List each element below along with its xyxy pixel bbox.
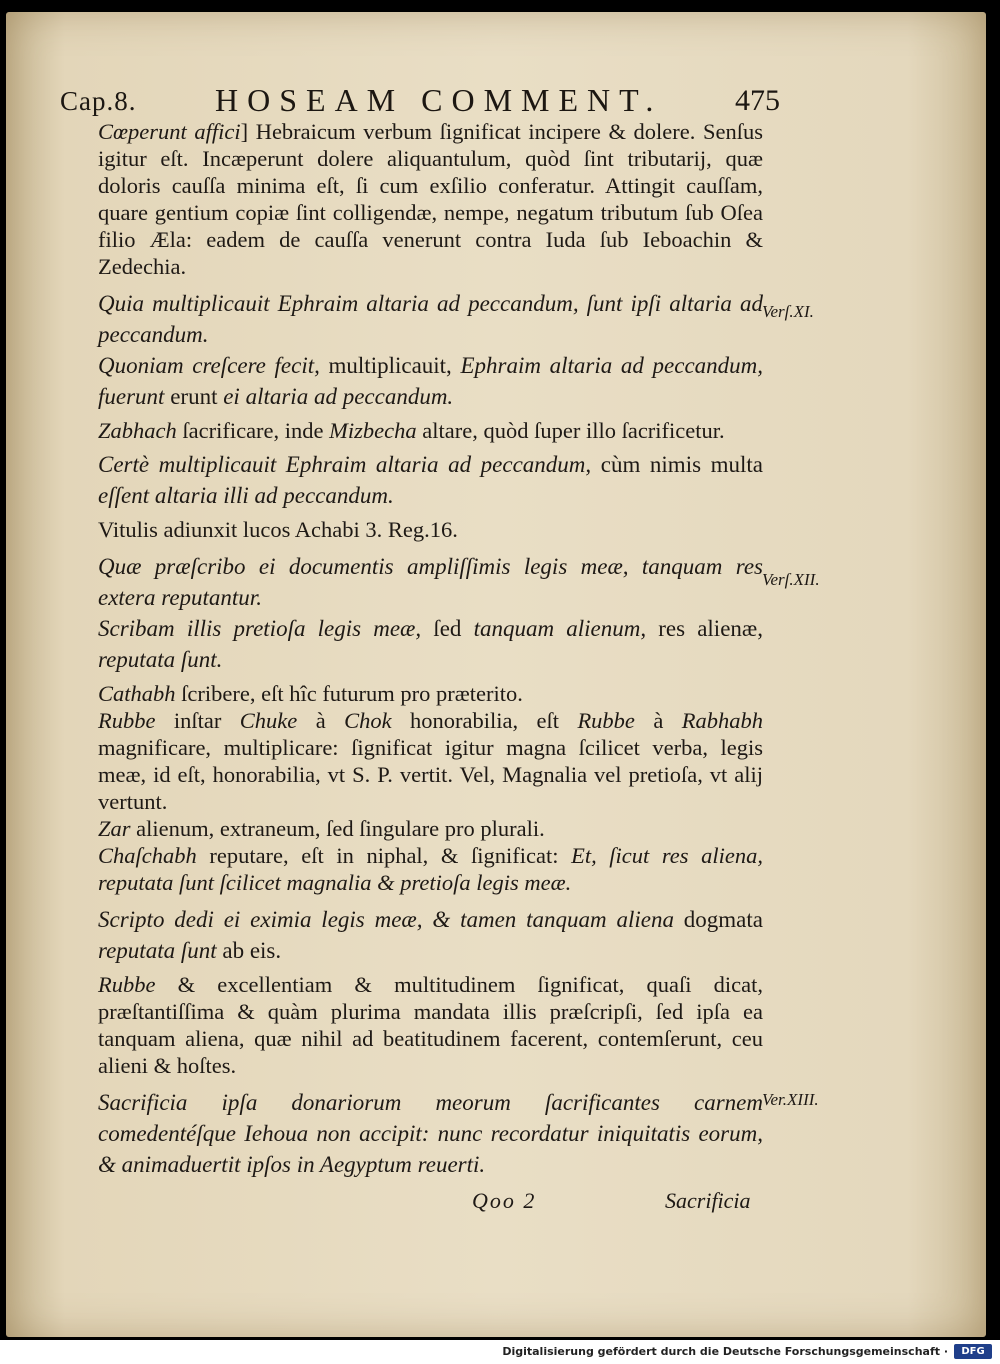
text-run: Chok — [344, 708, 392, 733]
text-run: reputata ſunt. — [98, 647, 223, 672]
text-run: ſcribere, eſt hîc futurum pro præterito. — [175, 681, 523, 706]
text-run: eſſent altaria illi ad peccandum. — [98, 483, 394, 508]
text-run: alienum, extraneum, ſed ſingulare pro plurali. — [130, 816, 545, 841]
text-run: Scribam illis pretioſa legis meæ, — [98, 616, 422, 641]
text-run: reputare, eſt in niphal, & ſignificat: — [196, 843, 572, 868]
text-run: Chuke — [239, 708, 298, 733]
text-run: Rubbe — [98, 708, 156, 733]
text-run: magnificare, multiplicare: ſignificat igitur magna ſcilicet verba, legis meæ, id eſt, honorabilia, vt S. P. vertit. Vel, Magnalia vel pretioſa, vt alij vertunt. — [98, 735, 763, 814]
running-header — [60, 82, 780, 122]
paragraph — [98, 680, 763, 707]
text-run: Et, ſicut res aliena, reputata ſunt ſcilicet magnalia & pretioſa legis meæ. — [98, 843, 764, 895]
paragraph — [98, 118, 763, 280]
text-run: Mizbecha — [329, 418, 417, 443]
text-run: res alienæ, — [646, 616, 764, 641]
verse-marker: Verſ.XI. — [762, 302, 814, 321]
text-run: multiplicauit, — [319, 353, 461, 378]
text-run: Chaſchabh — [98, 843, 197, 868]
text-run: Zabhach — [98, 418, 177, 443]
verse-lemma: Quia multiplicauit Ephraim altaria ad peccandum, ſunt ipſi altaria ad peccandum. — [98, 291, 763, 347]
paragraph — [98, 815, 763, 842]
text-run: nimis multa — [649, 452, 763, 477]
page-footer — [0, 1188, 1000, 1218]
funding-banner — [0, 1340, 1000, 1364]
text-run: cùm — [591, 452, 650, 477]
paragraph — [98, 842, 763, 896]
text-run: altare, quòd ſuper illo ſacrificetur. — [416, 418, 725, 443]
verse-translation — [98, 350, 763, 412]
text-run: Scripto dedi ei eximia legis meæ, & tamen tanquam aliena — [98, 907, 674, 932]
main-text — [98, 118, 763, 1180]
text-run: à — [297, 708, 345, 733]
text-run: à — [634, 708, 682, 733]
text-run: Rubbe — [577, 708, 635, 733]
verse-lemma: Sacrificia ipſa donariorum meorum ſacrificantes carnem comedentéſque Iehoua non accipit: nunc recordatur iniquitatis eorum, & animaduertit ipſos in Aegyptum reuerti. — [98, 1090, 763, 1177]
paragraph: Vitulis adiunxit lucos Achabi 3. Reg.16. — [98, 517, 458, 542]
verse-translation — [98, 904, 763, 966]
text-run: erunt — [164, 384, 224, 409]
text-run: dogmata — [673, 907, 763, 932]
text-run: tanquam alienum, — [473, 616, 647, 641]
text-run: Quoniam creſcere fecit, — [98, 353, 320, 378]
text-run: ] Hebraicum verbum ſignificat incipere & dolere. Senſus igitur eſt. Incæperunt dolere aliquantulum, quòd ſint tributarij, quæ doloris cauſſa minima eſt, ſi cum exſilio conferatur. Attingit cauſſam, quare gentium copiæ ſint colligendæ, nempe, negatum tributum ſub Oſea filio Æla: eadem de cauſſa venerunt contra Iuda ſub Ieboachin & Zedechia. — [98, 119, 763, 279]
text-run: reputata ſunt — [98, 938, 217, 963]
text-run: Ephraim altaria ad peccandum, fuerunt — [98, 353, 764, 409]
text-run: Cathabh — [98, 681, 176, 706]
verse-marker: Ver.XIII. — [762, 1090, 819, 1109]
text-run: ſacrificare, inde — [176, 418, 330, 443]
verse-lemma: Quæ præſcribo ei documentis ampliſſimis legis meæ, tanquam res extera reputantur. — [98, 554, 763, 610]
chapter-label: Cap.8. — [60, 86, 137, 116]
verse-translation — [98, 449, 763, 511]
text-run: ei altaria ad peccandum. — [223, 384, 454, 409]
running-title: HOSEAM COMMENT. — [215, 82, 663, 118]
catchword: Sacrificia — [665, 1188, 751, 1213]
paragraph — [98, 417, 763, 444]
paragraph — [98, 707, 763, 815]
signature-mark: Qoo 2 — [472, 1188, 537, 1213]
text-run: Certè multiplicauit Ephraim altaria ad peccandum, — [98, 452, 592, 477]
text-run: honorabilia, eſt — [391, 708, 578, 733]
text-run: ab eis. — [216, 938, 282, 963]
verse-translation — [98, 613, 763, 675]
text-run: inſtar — [155, 708, 240, 733]
text-run: Rubbe — [98, 972, 156, 997]
text-run: Zar — [98, 816, 131, 841]
dfg-logo-icon: DFG — [954, 1344, 992, 1359]
text-run: & excellentiam & multitudinem ſignificat, quaſi dicat, præſtantiſſima & quàm plurima mandata illis præſcripſi, ſed ipſa ea tanquam aliena, quæ nihil ad beatitudinem facerent, contemſerunt, ceu alieni & hoſtes. — [98, 972, 763, 1078]
verse-marker: Verſ.XII. — [762, 570, 820, 589]
paragraph — [98, 971, 763, 1079]
funding-note: Digitalisierung gefördert durch die Deutsche Forschungsgemeinschaft · — [502, 1345, 948, 1358]
text-run: Rabhabh — [681, 708, 763, 733]
lemma: Cœperunt affici — [98, 119, 241, 144]
text-run: ſed — [421, 616, 474, 641]
page-number: 475 — [735, 84, 780, 117]
